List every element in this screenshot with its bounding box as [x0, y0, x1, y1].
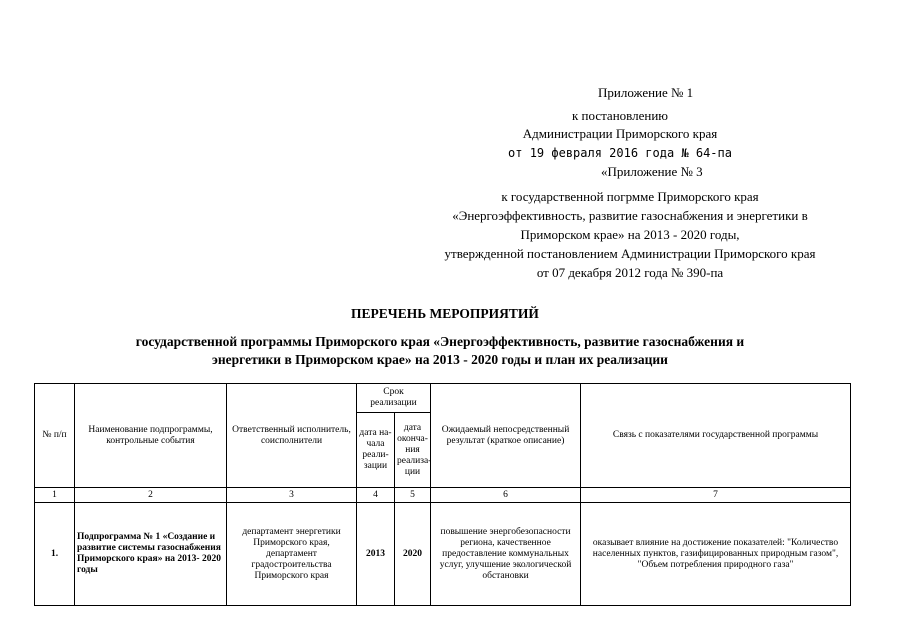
- col-number: 5: [395, 488, 431, 503]
- row-name: Подпрограмма № 1 «Создание и развитие системы газоснабжения Приморского края» на 2013- 2020 годы: [75, 503, 227, 606]
- resolution-date-number: от 19 февраля 2016 года № 64-па: [508, 146, 732, 160]
- header-end-date: дата оконча-ния реализа-ции: [395, 413, 431, 488]
- program-reference: [405, 187, 855, 282]
- row-start: 2013: [357, 503, 395, 606]
- row-link: оказывает влияние на достижение показателей: "Количество населенных пунктов, газифицированных природным газом", "Объем потребления природного газа": [581, 503, 851, 606]
- col-number: 4: [357, 488, 395, 503]
- appendix-number: Приложение № 1: [598, 85, 694, 100]
- measures-table: [34, 383, 851, 606]
- header-executor: Ответственный исполнитель, соисполнители: [227, 384, 357, 488]
- col-number: 7: [581, 488, 851, 503]
- program-line: от 07 декабря 2012 года № 390-па: [536, 265, 724, 280]
- program-line: утвержденной постановлением Администрации Приморского края: [444, 246, 816, 261]
- header-result: Ожидаемый непосредственный результат (краткое описание): [431, 384, 581, 488]
- header-period: Срок реализации: [357, 384, 431, 413]
- document-subtitle: [80, 333, 800, 369]
- program-line: к государственной погрмме Приморского края: [501, 189, 759, 204]
- col-number: 2: [75, 488, 227, 503]
- row-result: повышение энергобезопасности региона, качественное предоставление коммунальных услуг, улучшение экологической обстановки: [431, 503, 581, 606]
- row-num: 1.: [35, 503, 75, 606]
- to-resolution: к постановлению: [571, 108, 669, 123]
- subtitle-line: государственной программы Приморского края «Энергоэффективность, развитие газоснабжения и: [135, 334, 745, 349]
- row-end: 2020: [395, 503, 431, 606]
- administration-name: Администрации Приморского края: [522, 126, 718, 141]
- document-title: ПЕРЕЧЕНЬ МЕРОПРИЯТИЙ: [351, 306, 539, 321]
- col-number: 1: [35, 488, 75, 503]
- program-line: «Энергоэффективность, развитие газоснабжения и энергетики в: [452, 208, 808, 223]
- table-row: [35, 503, 851, 606]
- subtitle-line: энергетики в Приморском крае» на 2013 - 2020 годы и план их реализации: [212, 352, 668, 367]
- program-line: Приморском крае» на 2013 - 2020 годы,: [520, 227, 740, 242]
- header-start-date: дата на-чала реали-зации: [357, 413, 395, 488]
- col-number: 3: [227, 488, 357, 503]
- header-link: Связь с показателями государственной программы: [581, 384, 851, 488]
- column-number-row: [35, 488, 851, 503]
- header-num: № п/п: [35, 384, 75, 488]
- header-row: [35, 384, 851, 413]
- appendix-three: «Приложение № 3: [601, 164, 703, 179]
- header-name: Наименование подпрограммы, контрольные события: [75, 384, 227, 488]
- col-number: 6: [431, 488, 581, 503]
- row-executor: департамент энергетики Приморского края, департамент градостроительства Приморского края: [227, 503, 357, 606]
